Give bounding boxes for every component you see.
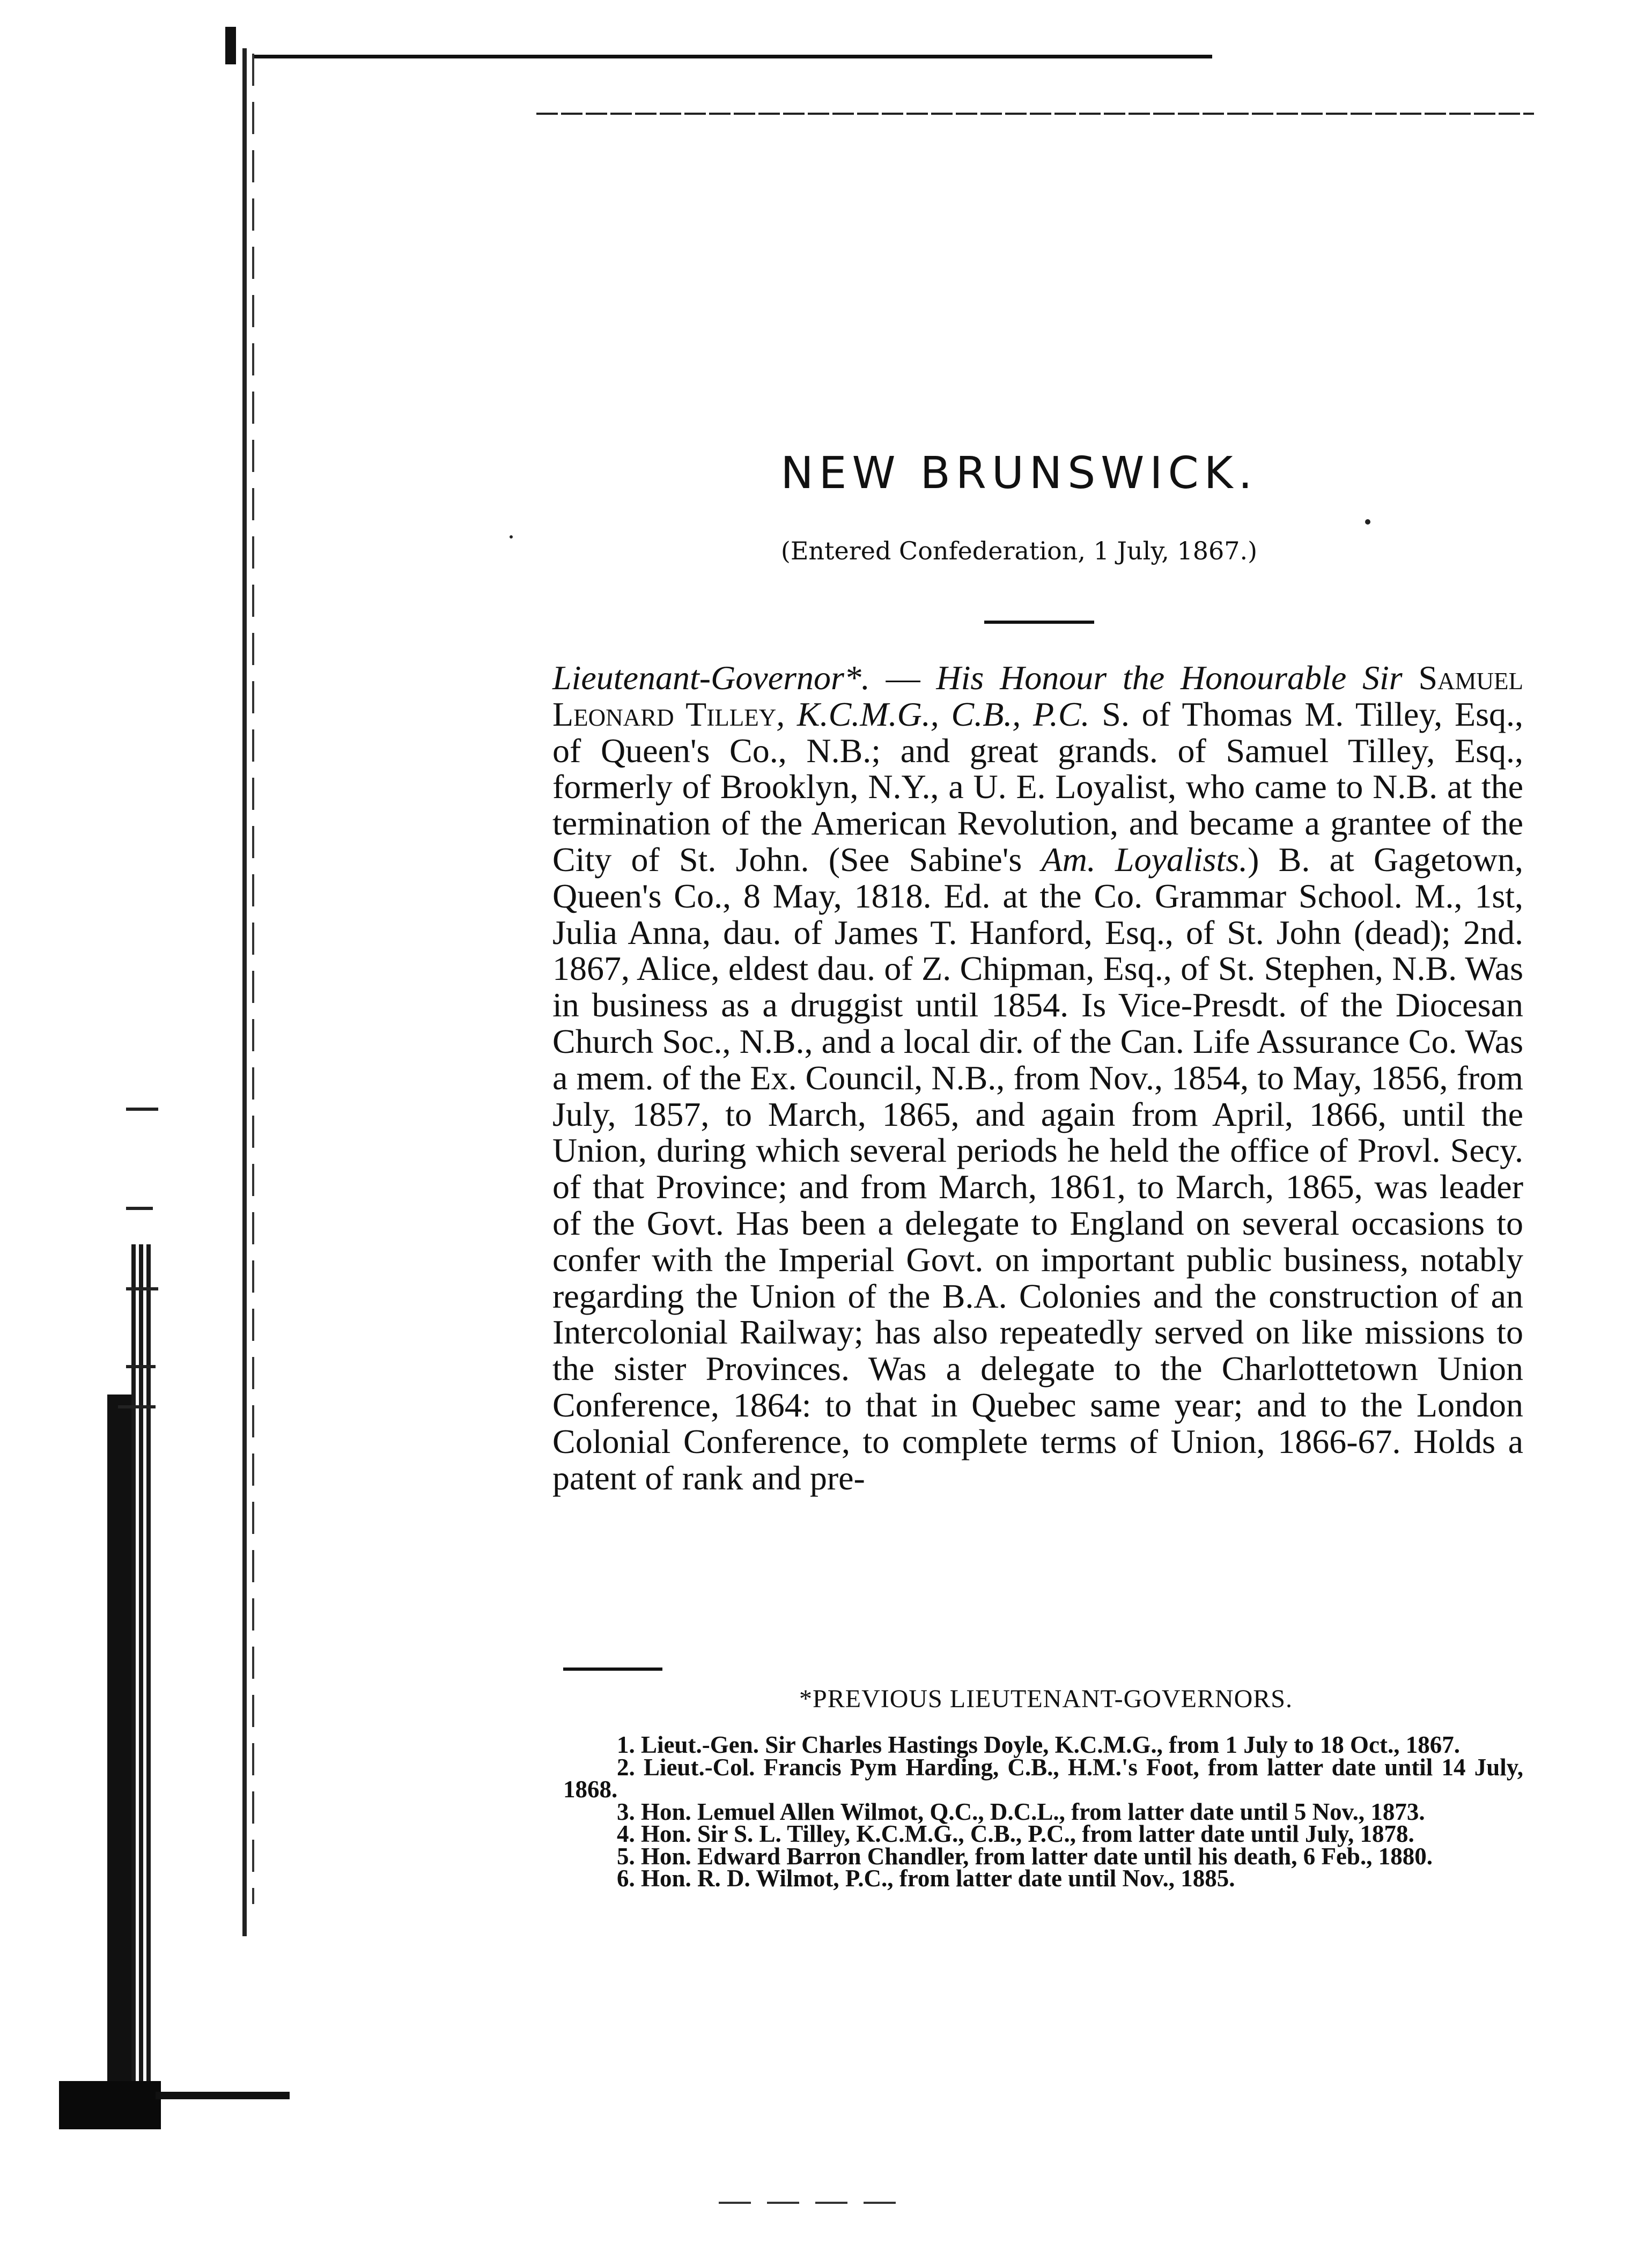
- footnote-item: 6. Hon. R. D. Wilmot, P.C., from latter date until Nov., 1885.: [617, 1865, 1235, 1892]
- binding-post: [225, 27, 236, 64]
- office-label: Lieutenant-Governor*.: [552, 659, 870, 697]
- binding-block: [59, 2081, 161, 2129]
- margin-mark: [126, 1207, 153, 1210]
- biography-paragraph: [552, 660, 1523, 1496]
- person-name: Samuel Leonard Tilley: [552, 659, 1524, 733]
- style-title: His Honour the Honourable: [936, 659, 1347, 697]
- footnote-item: 2. Lieut.-Col. Francis Pym Harding, C.B., H.M.'s Foot, from latter date until 14 July, 1868.: [563, 1753, 1523, 1803]
- margin-mark: [126, 1287, 158, 1290]
- footnote-item: 5. Hon. Edward Barron Chandler, from latter date until his death, 6 Feb., 1880.: [617, 1842, 1433, 1870]
- biography-text-2: ) B. at Gagetown, Queen's Co., 8 May, 1818. Ed. at the Co. Grammar School. M., 1st, Julia Anna, dau. of James T. Hanford, Esq., of St. John (dead); 2nd. 1867, Alice, eldest dau. of Z. Chipman, Esq., of St. Stephen, N.B. Was in business as a druggist until 1854. Is Vice-Presdt. of the Diocesan Church Soc., N.B., and a local dir. of the Can. Life Assurance Co. Was a mem. of the Ex. Council, N.B., from Nov., 1854, to May, 1856, from July, 1857, to March, 1865, and again from April, 1866, until the Union, during which several periods he held the office of Provl. Secy. of that Province; and from March, 1861, to March, 1865, was leader of the Govt. Has been a delegate to England on several occasions to confer with the Imperial Govt. on important public business, notably regarding the Union of the B.A. Colonies and the construction of an Intercolonial Railway; has also repeatedly served on like missions to the sister Provinces. Was a delegate to the Charlottetown Union Conference, 1864: to that in Quebec same year; and to the London Colonial Conference, to complete terms of Union, 1866-67. Holds a patent of rank and pre-: [552, 840, 1524, 1497]
- binding-edge: [107, 1395, 131, 2108]
- binding-tab: [156, 2092, 290, 2099]
- footnote-rule: [563, 1668, 662, 1671]
- binding-line: [242, 48, 247, 1936]
- office-dash: —: [869, 659, 936, 697]
- book-title: Am. Loyalists.: [1041, 840, 1248, 879]
- pre-name: Sir: [1346, 659, 1419, 697]
- top-rule-dashed: [536, 113, 1534, 115]
- bottom-dashes: [719, 2202, 901, 2204]
- page-title: NEW BRUNSWICK.: [780, 448, 1258, 499]
- footnote-item: 4. Hon. Sir S. L. Tilley, K.C.M.G., C.B., P.C., from latter date until July, 1878.: [617, 1820, 1414, 1847]
- top-rule: [252, 55, 1212, 58]
- binding-edge-striped: [131, 1244, 153, 2108]
- stray-dot: [510, 535, 513, 538]
- title-rule: [984, 621, 1094, 624]
- biography-text-1: S. of Thomas M. Tilley, Esq., of Queen's Co., N.B.; and great grands. of Samuel Tilley, Esq., formerly of Brooklyn, N.Y., a U. E. Loyalist, who came to N.B. at the termination of the American Revolution, and became a grantee of the City of St. John. (See Sabine's: [552, 695, 1523, 879]
- stray-dot: [1365, 519, 1370, 525]
- honours: , K.C.M.G., C.B., P.C.: [776, 695, 1090, 733]
- margin-mark: [118, 1405, 156, 1408]
- footnote-item: 1. Lieut.-Gen. Sir Charles Hastings Doyle, K.C.M.G., from 1 July to 18 Oct., 1867.: [617, 1731, 1461, 1758]
- footnote-heading: *PREVIOUS LIEUTENANT-GOVERNORS.: [799, 1685, 1293, 1713]
- footnote-item: 3. Hon. Lemuel Allen Wilmot, Q.C., D.C.L., from latter date until 5 Nov., 1873.: [617, 1798, 1425, 1825]
- page-subtitle: (Entered Confederation, 1 July, 1867.): [780, 536, 1258, 565]
- margin-mark: [126, 1365, 156, 1368]
- binding-line-dashed: [252, 54, 254, 1904]
- footnote-list: [563, 1731, 1523, 1892]
- margin-mark: [126, 1108, 158, 1111]
